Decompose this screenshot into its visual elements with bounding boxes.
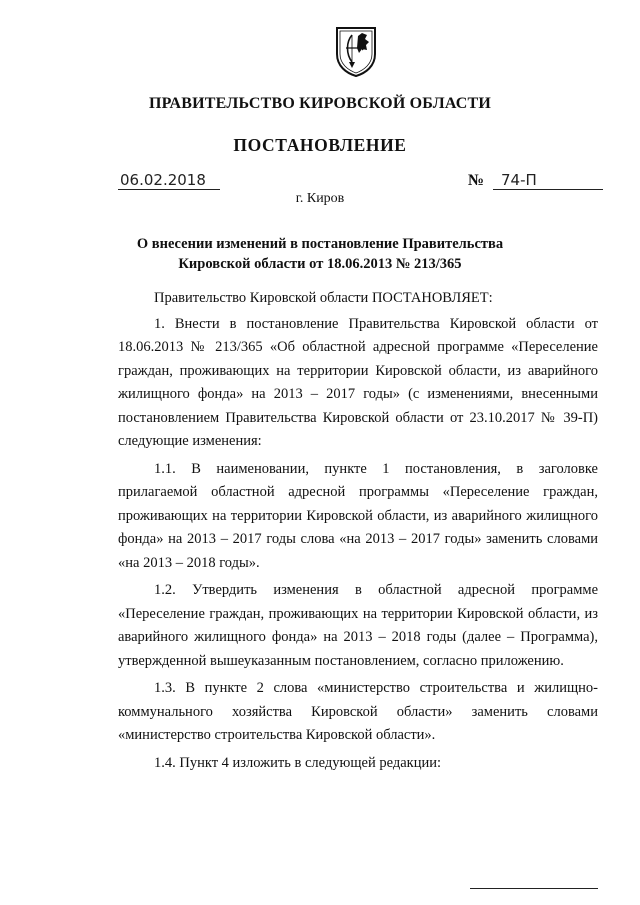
city-name: г. Киров xyxy=(295,191,345,206)
paragraph-1: 1. Внести в постановление Правительства Кировской области от 18.06.2013 № 213/365 «Об областной адресной программе «Переселение граждан, проживающих на территории Кировской области, из аварийного жилищного фонда» на 2013 – 2017 годы» (с изменениями, внесенными постановлением Правительства Кировской области от 23.10.2017 № 39-П) следующие изменения: xyxy=(118,315,598,449)
footer-divider-line xyxy=(470,888,598,889)
document-date: 06.02.2018 xyxy=(118,171,220,190)
preamble-paragraph: Правительство Кировской области ПОСТАНОВЛЯЕТ: xyxy=(154,290,493,306)
document-body xyxy=(118,287,598,775)
document-number: 74-П xyxy=(493,171,603,190)
government-title: ПРАВИТЕЛЬСТВО КИРОВСКОЙ ОБЛАСТИ xyxy=(148,95,492,112)
paragraph-1-4: 1.4. Пункт 4 изложить в следующей редакции: xyxy=(154,754,442,771)
number-label: № xyxy=(468,172,485,189)
paragraph-1-2: 1.2. Утвердить изменения в областной адресной программе «Переселение граждан, проживающих на территории Кировской области, из аварийного жилищного фонда» на 2013 – 2018 годы (далее – Программа), утвержденной вышеуказанным постановлением, согласно приложению. xyxy=(118,582,598,669)
subject-line-1: О внесении изменений в постановление Правительства xyxy=(136,236,504,252)
coat-of-arms-emblem xyxy=(334,24,378,78)
paragraph-1-1: 1.1. В наименовании, пункте 1 постановления, в заголовке прилагаемой областной адресной программы «Переселение граждан, проживающих на территории Кировской области, из аварийного жилищного фонда» на 2013 – 2017 годы слова «на 2013 – 2017 годы» заменить словами «на 2013 – 2018 годы». xyxy=(118,460,598,571)
subject-line-2: Кировской области от 18.06.2013 № 213/365 xyxy=(178,256,462,272)
paragraph-1-3: 1.3. В пункте 2 слова «министерство строительства и жилищно-коммунального хозяйства Кировской области» заменить словами «министерство строительства Кировской области». xyxy=(118,680,598,743)
document-subject xyxy=(0,234,640,274)
document-type-title: ПОСТАНОВЛЕНИЕ xyxy=(233,135,407,155)
